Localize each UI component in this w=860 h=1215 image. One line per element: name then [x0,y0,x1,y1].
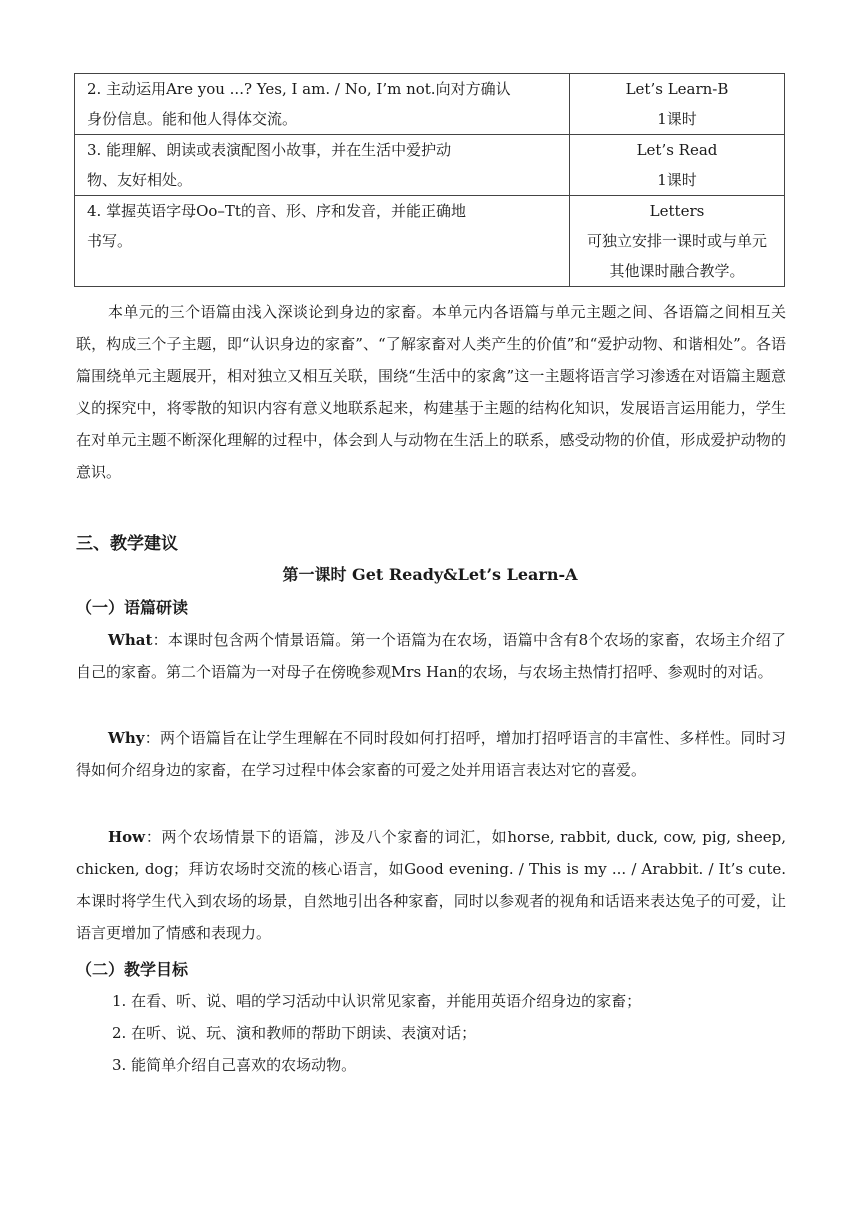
why-text: ：两个语篇旨在让学生理解在不同时段如何打招呼，增加打招呼语言的丰富性、多样性。同时习得如何介绍身边的家畜，在学习过程中体会家畜的可爱之处并用语言表达对它的喜爱。 [76,729,786,779]
lesson-hours: 1课时 [657,171,697,189]
lesson-plan-table [74,73,785,287]
table-row [75,135,785,196]
lesson-title: 第一课时 Get Ready&Let’s Learn-A [282,565,578,584]
what-text: ：本课时包含两个情景语篇。第一个语篇为在农场，语篇中含有8个农场的家畜，农场主介绍了自己的家畜。第二个语篇为一对母子在傍晚参观Mrs Han的农场，与农场主热情打招呼、参观时的对话。 [76,631,786,681]
lesson-cell [570,135,785,196]
section-heading: 三、教学建议 [76,534,178,554]
why-paragraph [76,722,786,786]
goal-cell [75,135,570,196]
what-paragraph [76,624,786,688]
objective-item: 1. 在看、听、说、唱的学习活动中认识常见家畜，并能用英语介绍身边的家畜； [112,992,642,1010]
lesson-name: Let’s Read [636,141,718,159]
how-label: How [108,828,146,846]
lesson-note: 可独立安排一课时或与单元 [586,232,767,250]
subsection-heading-objectives: （二）教学目标 [76,960,189,979]
goal-text: 3. 能理解、朗读或表演配图小故事，并在生活中爱护动 [87,141,452,159]
lesson-cell [570,74,785,135]
goal-cell [75,74,570,135]
objective-item: 3. 能简单介绍自己喜欢的农场动物。 [112,1056,357,1074]
lesson-note: 其他课时融合教学。 [609,262,745,280]
table-row [75,196,785,287]
goal-text: 4. 掌握英语字母Oo–Tt的音、形、序和发音，并能正确地 [87,202,466,220]
goal-text: 书写。 [87,232,133,250]
goal-text: 物、友好相处。 [87,171,193,189]
how-paragraph [76,821,786,949]
table-row [75,74,785,135]
lesson-name: Letters [649,202,705,220]
goal-text: 2. 主动运用Are you ...? Yes, I am. / No, I’m not.向对方确认 [87,80,511,98]
goal-text: 身份信息。能和他人得体交流。 [87,110,298,128]
lesson-hours: 1课时 [657,110,697,128]
subsection-heading-reading: （一）语篇研读 [76,598,189,617]
how-text: ：两个农场情景下的语篇，涉及八个家畜的词汇，如horse, rabbit, duck, cow, pig, sheep, chicken, dog；拜访农场时交流的核心语言，如Good evening. / This is my ... / Arabbit. / It’s cute. 本课时将学生代入到农场的场景，自然地引出各种家畜，同时以参观者的视角和话语来表达兔子的可爱，让语言更增加了情感和表现力。 [76,828,786,942]
intro-paragraph: 本单元的三个语篇由浅入深谈论到身边的家畜。本单元内各语篇与单元主题之间、各语篇之间相互关联，构成三个子主题，即“认识身边的家畜”、“了解家畜对人类产生的价值”和“爱护动物、和谐相处”。各语篇围绕单元主题展开，相对独立又相互关联，围绕“生活中的家禽”这一主题将语言学习渗透在对语篇主题意义的探究中，将零散的知识内容有意义地联系起来，构建基于主题的结构化知识，发展语言运用能力，学生在对单元主题不断深化理解的过程中，体会到人与动物在生活上的联系，感受动物的价值，形成爱护动物的意识。 [76,303,786,481]
lesson-name: Let’s Learn-B [625,80,729,98]
objective-item: 2. 在听、说、玩、演和教师的帮助下朗读、表演对话； [112,1024,477,1042]
lesson-cell [570,196,785,287]
goal-cell [75,196,570,287]
why-label: Why [108,729,145,747]
what-label: What [108,631,153,649]
